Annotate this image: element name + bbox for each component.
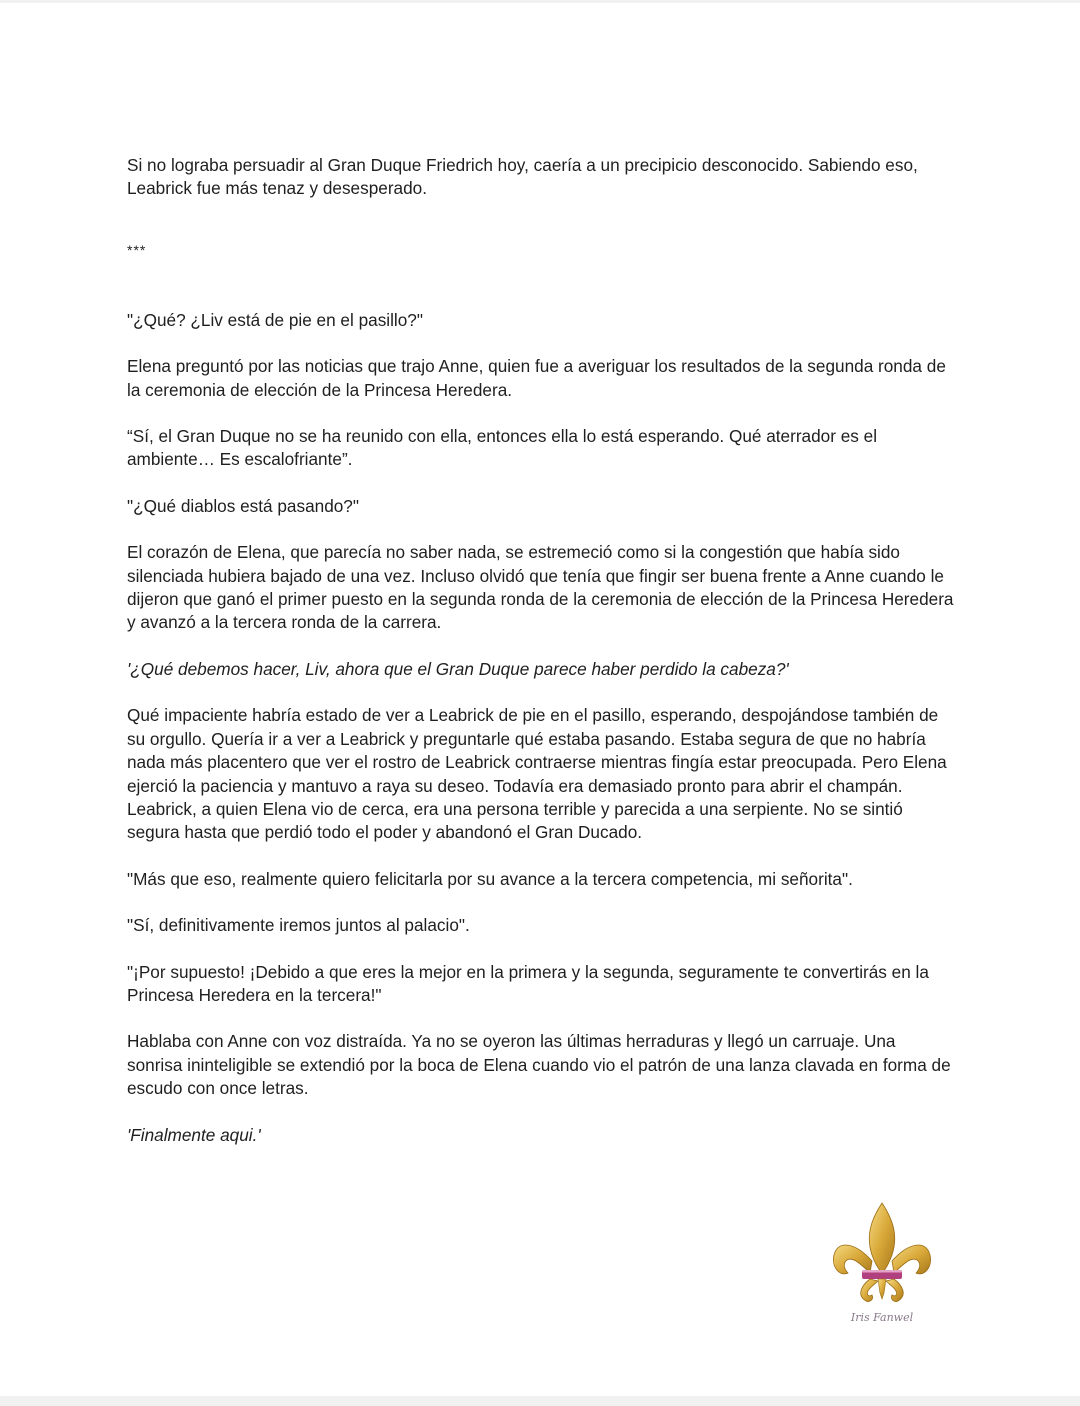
fleur-de-lis-logo xyxy=(826,1199,938,1329)
italic-thought: 'Finalmente aqui.' xyxy=(127,1124,261,1145)
document-page xyxy=(0,3,1080,1396)
paragraph: Si no lograba persuadir al Gran Duque Friedrich hoy, caería a un precipicio desconocido. Sabiendo eso, Leabrick fue más tenaz y desesperado. xyxy=(127,155,918,199)
paragraph: El corazón de Elena, que parecía no saber nada, se estremeció como si la congestión que había sido silenciada hubiera bajado de una vez. Incluso olvidó que tenía que fingir ser buena frente a Anne cuando le dijeron que ganó el primer puesto en la segunda ronda de la ceremonia de elección de la Princesa Heredera y avanzó a la tercera ronda de la carrera. xyxy=(127,542,954,633)
paragraph: “Sí, el Gran Duque no se ha reunido con ella, entonces ella lo está esperando. Qué aterrador es el ambiente… Es escalofriante”. xyxy=(127,426,878,470)
document-body xyxy=(127,154,955,1170)
paragraph: "Sí, definitivamente iremos juntos al palacio". xyxy=(127,915,470,936)
paragraph: "Más que eso, realmente quiero felicitarla por su avance a la tercera competencia, mi señorita". xyxy=(127,868,853,889)
paragraph: "¿Qué? ¿Liv está de pie en el pasillo?" xyxy=(127,309,423,330)
paragraph: Qué impaciente habría estado de ver a Leabrick de pie en el pasillo, esperando, despojándose también de su orgullo. Quería ir a ver a Leabrick y preguntarle qué estaba pasando. Estaba segura de que no habría nada más placentero que ver el rostro de Leabrick contraerse mientras fingía estar preocupada. Pero Elena ejerció la paciencia y mantuvo a raya su deseo. Todavía era demasiado pronto para abrir el champán. Leabrick, a quien Elena vio de cerca, era una persona terrible y parecida a una serpiente. No se sintió segura hasta que perdió todo el poder y abandonó el Gran Ducado. xyxy=(127,705,947,843)
scene-separator: *** xyxy=(127,241,147,258)
signature: Iris Fanwel xyxy=(850,1311,914,1324)
paragraph: Hablaba con Anne con voz distraída. Ya no se oyeron las últimas herraduras y llegó un carruaje. Una sonrisa ininteligible se extendió por la boca de Elena cuando vio el patrón de una lanza clavada en forma de escudo con once letras. xyxy=(127,1031,951,1099)
italic-thought: '¿Qué debemos hacer, Liv, ahora que el Gran Duque parece haber perdido la cabeza?' xyxy=(127,658,789,679)
paragraph: "¡Por supuesto! ¡Debido a que eres la mejor en la primera y la segunda, seguramente te convertirás en la Princesa Heredera en la tercera!" xyxy=(127,961,929,1005)
paragraph: "¿Qué diablos está pasando?" xyxy=(127,495,359,516)
fleur-de-lis-icon xyxy=(826,1199,938,1329)
spacer xyxy=(127,257,955,309)
paragraph: Elena preguntó por las noticias que trajo Anne, quien fue a averiguar los resultados de la segunda ronda de la ceremonia de elección de la Princesa Heredera. xyxy=(127,356,946,400)
